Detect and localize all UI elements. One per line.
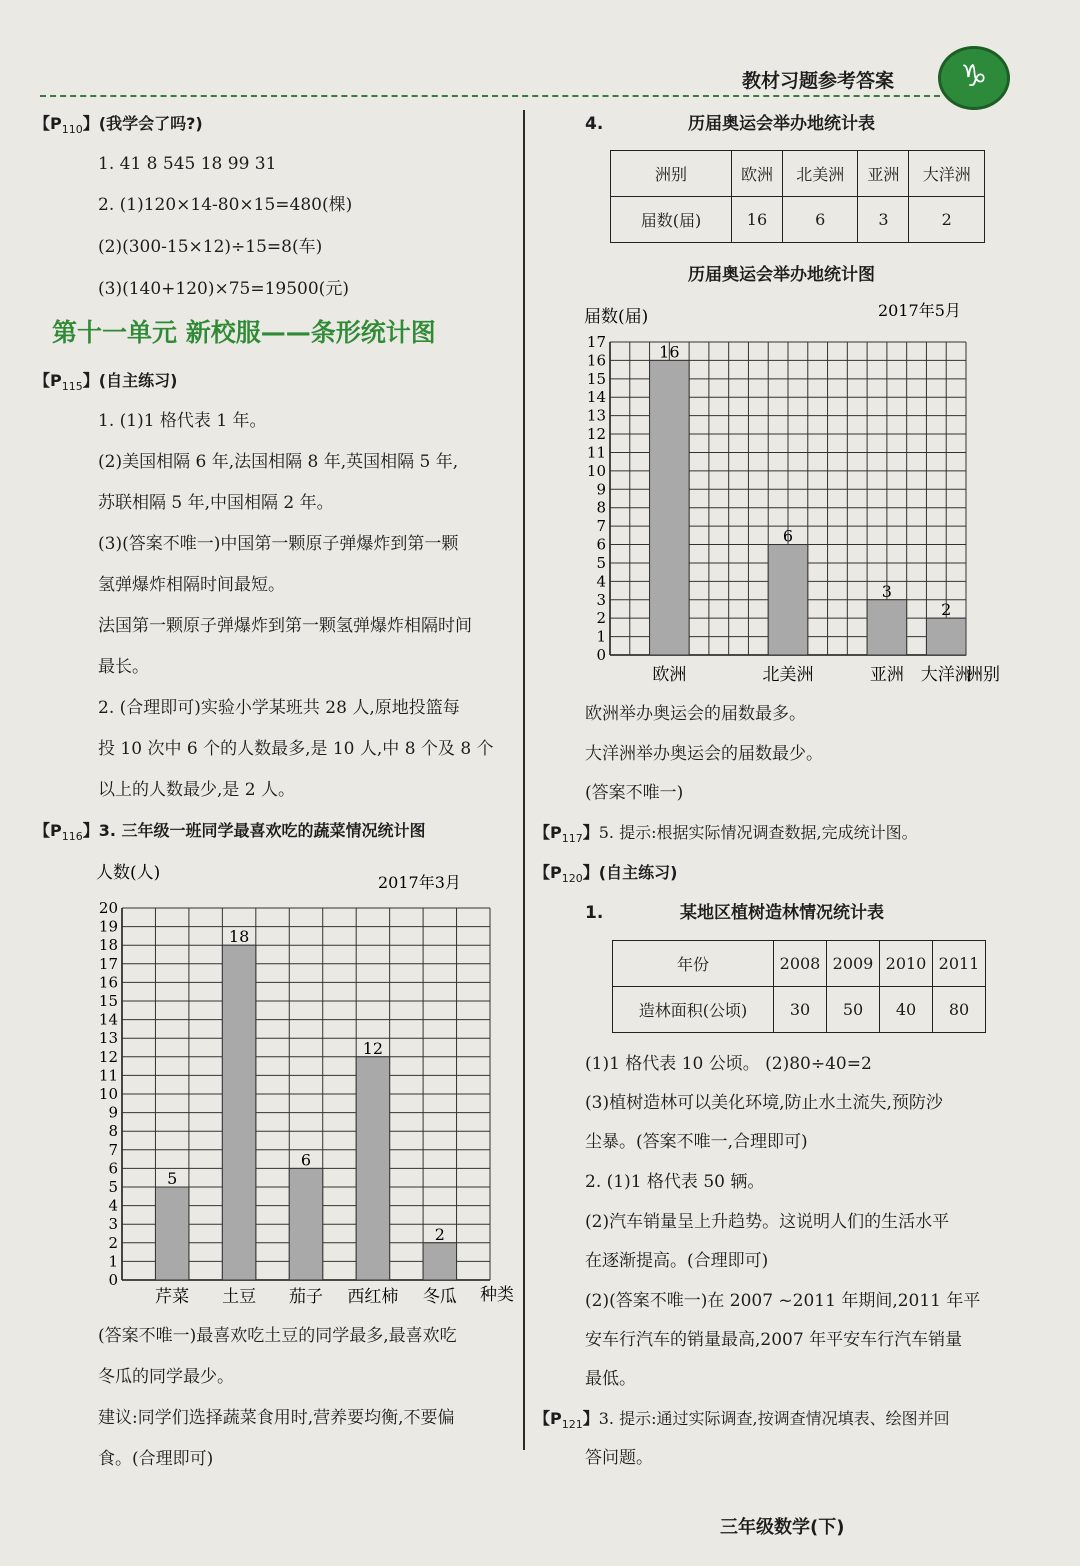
answer-line: 食。(合理即可) — [98, 1449, 214, 1469]
answer-line: 尘暴。(答案不唯一,合理即可) — [585, 1132, 808, 1152]
answer-line: 苏联相隔 5 年,中国相隔 2 年。 — [98, 493, 334, 513]
x-tick-label: 北美洲 — [762, 665, 814, 685]
answer-line: 1. 41 8 545 18 99 31 — [98, 154, 277, 174]
y-tick-label: 8 — [596, 498, 606, 517]
data-label: 18 — [228, 927, 250, 947]
x-tick-label: 芹菜 — [155, 1287, 190, 1307]
y-tick-label: 0 — [596, 646, 606, 664]
answer-line: 大洋洲举办奥运会的届数最少。 — [585, 744, 823, 764]
y-tick-label: 17 — [586, 333, 606, 351]
answer-line: (2)(300-15×12)÷15=8(车) — [98, 237, 323, 257]
y-tick-label: 15 — [586, 369, 606, 388]
vegetable-bar-chart — [80, 850, 525, 1312]
table-cell: 3 — [858, 197, 909, 243]
page-ref-116: 【$P_{116}$】3. 三年级一班同学最喜欢吃的蔬菜情况统计图 — [34, 821, 426, 844]
y-tick-label: 17 — [98, 954, 118, 973]
y-tick-label: 7 — [596, 517, 606, 536]
y-tick-label: 16 — [98, 973, 118, 992]
answer-line: 投 10 次中 6 个的人数最多,是 10 人,中 8 个及 8 个 — [98, 739, 494, 759]
table-cell: 2 — [909, 197, 985, 243]
y-tick-label: 3 — [596, 590, 606, 609]
answer-line: (3)(答案不唯一)中国第一颗原子弹爆炸到第一颗 — [98, 534, 459, 554]
y-tick-label: 16 — [586, 351, 606, 370]
table-title: 某地区植树造林情况统计表 — [680, 903, 884, 923]
chart-date: 2017年3月 — [378, 873, 461, 892]
answer-line: 答问题。 — [585, 1448, 653, 1468]
y-tick-label: 11 — [98, 1066, 118, 1085]
x-tick-label: 大洋洲 — [920, 665, 972, 685]
x-tick-label: 西红柿 — [347, 1287, 399, 1307]
y-tick-label: 13 — [586, 406, 606, 425]
bar-亚洲 — [867, 600, 907, 655]
answer-line: 2. (1)120×14-80×15=480(棵) — [98, 195, 353, 215]
y-tick-label: 12 — [98, 1047, 118, 1066]
x-tick-label: 土豆 — [222, 1287, 257, 1307]
table-cell: 30 — [774, 987, 827, 1033]
table-header-cell: 亚洲 — [858, 151, 909, 197]
answer-line: 氢弹爆炸相隔时间最短。 — [98, 575, 285, 595]
answer-line: (3)植树造林可以美化环境,防止水土流失,预防沙 — [585, 1093, 943, 1113]
y-tick-label: 8 — [108, 1122, 118, 1141]
table-header-cell: 洲别 — [611, 151, 732, 197]
table-header-cell: 年份 — [613, 941, 774, 987]
y-tick-label: 1 — [596, 627, 606, 646]
afforestation-table — [612, 940, 986, 1033]
y-tick-label: 19 — [98, 917, 118, 936]
answer-line: 最低。 — [585, 1369, 636, 1389]
bar-北美洲 — [768, 545, 808, 655]
header-title: 教材习题参考答案 — [742, 70, 895, 92]
brand-logo — [938, 46, 1010, 110]
page-ref-121: 【$P_{121}$】3. 提示:通过实际调查,按调查情况填表、绘图并回 — [534, 1409, 950, 1432]
answer-line: (2)汽车销量呈上升趋势。这说明人们的生活水平 — [585, 1212, 950, 1232]
table-cell: 50 — [827, 987, 880, 1033]
answer-line: (2)(答案不唯一)在 2007 ~2011 年期间,2011 年平 — [585, 1291, 981, 1311]
table-header-cell: 2009 — [827, 941, 880, 987]
table-cell: 届数(届) — [611, 197, 732, 243]
y-tick-label: 2 — [596, 609, 606, 628]
y-tick-label: 20 — [98, 899, 118, 917]
table-cell: 造林面积(公顷) — [613, 987, 774, 1033]
chart-title: 历届奥运会举办地统计图 — [688, 265, 875, 285]
answer-line: (答案不唯一)最喜欢吃土豆的同学最多,最喜欢吃 — [98, 1326, 457, 1346]
table-header-cell: 欧洲 — [732, 151, 783, 197]
answer-line: (3)(140+120)×75=19500(元) — [98, 279, 349, 299]
y-tick-label: 18 — [98, 936, 118, 955]
chart-ylabel: 人数(人) — [96, 863, 161, 883]
answer-line: 安车行汽车的销量最高,2007 年平安车行汽车销量 — [585, 1330, 963, 1350]
x-tick-label: 欧洲 — [652, 665, 687, 685]
page-ref-115: 【$P_{115}$】(自主练习) — [34, 371, 178, 394]
page-ref-120: 【$P_{120}$】(自主练习) — [534, 863, 678, 886]
answer-line: 建议:同学们选择蔬菜食用时,营养要均衡,不要偏 — [98, 1408, 455, 1428]
bar-西红柿 — [356, 1057, 389, 1280]
table-header-cell: 北美洲 — [782, 151, 858, 197]
table-header-cell: 2008 — [774, 941, 827, 987]
chart-ylabel: 届数(届) — [584, 307, 649, 327]
data-label: 2 — [941, 600, 952, 620]
question-number: 4. — [585, 114, 604, 134]
y-tick-label: 9 — [596, 480, 606, 499]
y-tick-label: 4 — [596, 572, 606, 591]
footer-text: 三年级数学(下) — [720, 1517, 845, 1538]
table-cell: 40 — [880, 987, 933, 1033]
question-number: 1. — [585, 903, 604, 923]
y-tick-label: 13 — [98, 1029, 118, 1048]
bar-芹菜 — [155, 1187, 188, 1280]
bar-大洋洲 — [926, 618, 966, 655]
data-label: 5 — [167, 1169, 178, 1188]
table-title: 历届奥运会举办地统计表 — [688, 114, 875, 134]
chart-date: 2017年5月 — [878, 301, 961, 320]
y-tick-label: 10 — [98, 1085, 118, 1103]
y-tick-label: 7 — [108, 1140, 118, 1159]
y-tick-label: 6 — [108, 1159, 118, 1178]
olympics-bar-chart — [560, 296, 1010, 691]
chart-bars — [155, 927, 457, 1307]
answer-line: 在逐渐提高。(合理即可) — [585, 1251, 769, 1271]
answer-line: (答案不唯一) — [585, 783, 684, 803]
y-tick-label: 4 — [108, 1196, 118, 1215]
chart-xlabel: 种类 — [480, 1285, 514, 1305]
y-tick-label: 3 — [108, 1215, 118, 1234]
y-tick-label: 10 — [586, 461, 606, 480]
y-tick-label: 0 — [108, 1271, 118, 1289]
y-tick-label: 11 — [586, 443, 606, 462]
bar-茄子 — [289, 1168, 322, 1280]
y-tick-label: 6 — [596, 535, 606, 554]
bar-欧洲 — [650, 360, 690, 655]
answer-line: (2)美国相隔 6 年,法国相隔 8 年,英国相隔 5 年, — [98, 452, 459, 472]
answer-line: 以上的人数最少,是 2 人。 — [98, 780, 296, 800]
data-label: 6 — [300, 1150, 312, 1170]
table-header-cell: 2010 — [880, 941, 933, 987]
y-tick-label: 12 — [586, 425, 606, 444]
y-tick-label: 14 — [586, 388, 606, 407]
answer-line: 最长。 — [98, 657, 149, 677]
y-tick-label: 5 — [108, 1178, 118, 1196]
answer-line: (1)1 格代表 10 公顷。 (2)80÷40=2 — [585, 1054, 872, 1074]
x-tick-label: 茄子 — [289, 1287, 323, 1307]
data-label: 2 — [434, 1224, 445, 1244]
table-cell: 6 — [782, 197, 858, 243]
chart-xlabel: 洲别 — [966, 665, 1000, 685]
answer-line: 2. (1)1 格代表 50 辆。 — [585, 1172, 765, 1192]
chart-bars — [650, 342, 972, 685]
answer-line: 欧洲举办奥运会的届数最多。 — [585, 704, 806, 724]
y-tick-label: 14 — [98, 1010, 118, 1029]
bar-土豆 — [222, 945, 255, 1280]
header-decoration — [40, 95, 940, 100]
y-tick-label: 2 — [108, 1233, 118, 1252]
data-label: 6 — [782, 526, 794, 546]
data-label: 16 — [659, 342, 680, 362]
data-label: 12 — [362, 1038, 384, 1058]
answer-line: 法国第一颗原子弹爆炸到第一颗氢弹爆炸相隔时间 — [98, 616, 472, 636]
page-ref-110: 【$P_{110}$】(我学会了吗?) — [34, 114, 203, 137]
bar-冬瓜 — [423, 1243, 456, 1280]
answer-line: 冬瓜的同学最少。 — [98, 1367, 234, 1387]
page-ref-117: 【$P_{117}$】5. 提示:根据实际情况调查数据,完成统计图。 — [534, 823, 918, 846]
x-tick-label: 亚洲 — [869, 665, 904, 685]
table-header-cell: 2011 — [933, 941, 986, 987]
answer-line: 2. (合理即可)实验小学某班共 28 人,原地投篮每 — [98, 698, 460, 718]
answer-line: 1. (1)1 格代表 1 年。 — [98, 411, 267, 431]
y-tick-label: 15 — [98, 992, 118, 1010]
y-tick-label: 1 — [108, 1252, 118, 1271]
y-tick-label: 5 — [596, 553, 606, 572]
olympics-table — [610, 150, 985, 243]
table-header-cell: 大洋洲 — [909, 151, 985, 197]
table-cell: 16 — [732, 197, 783, 243]
table-cell: 80 — [933, 987, 986, 1033]
data-label: 3 — [881, 581, 892, 601]
x-tick-label: 冬瓜 — [422, 1287, 457, 1307]
y-tick-label: 9 — [108, 1103, 118, 1122]
unit-title: 第十一单元 新校服——条形统计图 — [52, 318, 436, 347]
